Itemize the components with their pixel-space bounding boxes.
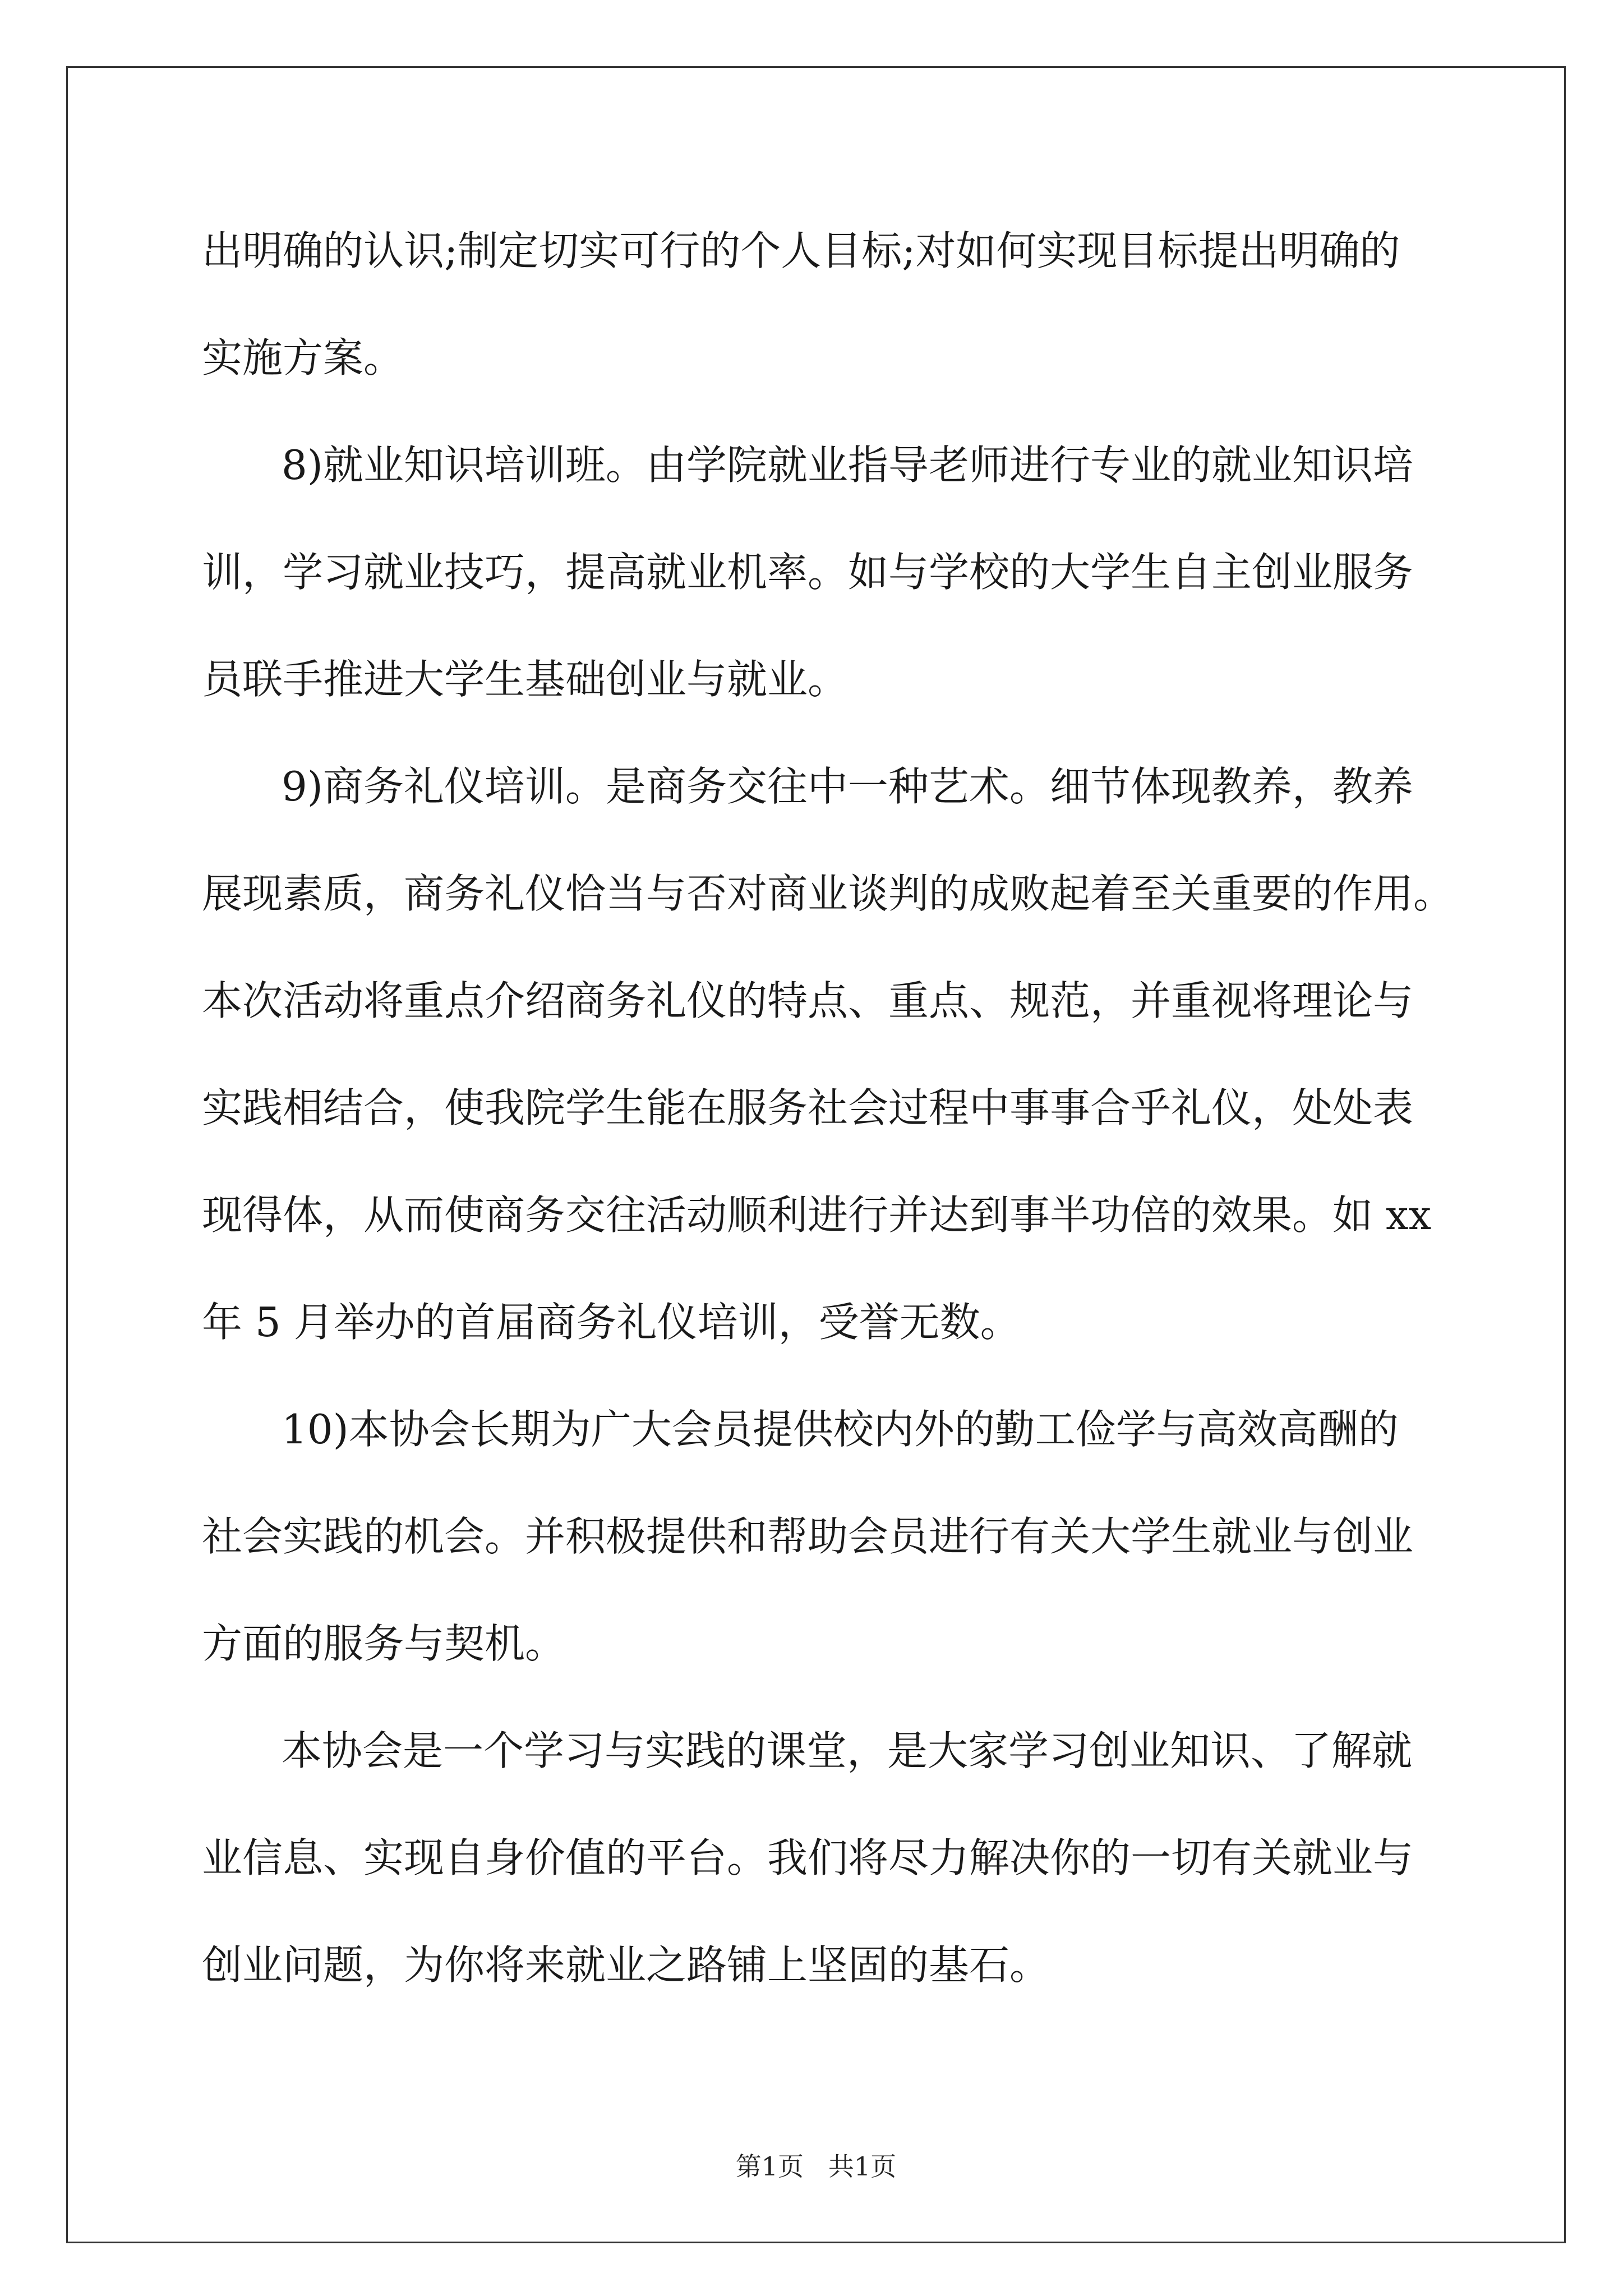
text-line: 出明确的认识;制定切实可行的个人目标;对如何实现目标提出明确的 <box>202 227 1400 274</box>
text-line: 员联手推进大学生基础创业与就业。 <box>202 656 849 703</box>
paragraph <box>202 733 1503 1376</box>
document-body <box>202 197 1503 2019</box>
paragraph <box>202 1697 1503 2019</box>
text-line: 实施方案。 <box>202 334 404 381</box>
paragraph <box>202 197 1503 412</box>
text-line: 10)本协会长期为广大会员提供校内外的勤工俭学与高效高酬的 <box>282 1406 1399 1453</box>
text-line: 实践相结合，使我院学生能在服务社会过程中事事合乎礼仪，处处表 <box>202 1084 1414 1131</box>
paragraph <box>202 412 1503 733</box>
page-number-footer: 第1页 共1页 <box>735 2151 897 2182</box>
text-line: 本协会是一个学习与实践的课堂，是大家学习创业知识、了解就 <box>282 1727 1413 1774</box>
text-line: 9)商务礼仪培训。是商务交往中一种艺术。细节体现教养，教养 <box>282 763 1413 810</box>
text-line: 展现素质，商务礼仪恰当与否对商业谈判的成败起着至关重要的作用。 <box>202 870 1454 917</box>
text-line: 创业问题，为你将来就业之路铺上坚固的基石。 <box>202 1941 1050 1989</box>
text-line: 训，学习就业技巧，提高就业机率。如与学校的大学生自主创业服务 <box>202 549 1414 596</box>
text-line: 8)就业知识培训班。由学院就业指导老师进行专业的就业知识培 <box>282 441 1413 489</box>
text-line: 方面的服务与契机。 <box>202 1620 566 1667</box>
text-line: 本次活动将重点介绍商务礼仪的特点、重点、规范，并重视将理论与 <box>202 977 1414 1024</box>
text-line: 社会实践的机会。并积极提供和帮助会员进行有关大学生就业与创业 <box>202 1513 1414 1560</box>
text-line: 年 5 月举办的首届商务礼仪培训，受誉无数。 <box>202 1299 1021 1346</box>
paragraph <box>202 1376 1503 1697</box>
text-line: 业信息、实现自身价值的平台。我们将尽力解决你的一切有关就业与 <box>202 1834 1414 1881</box>
text-line: 现得体，从而使商务交往活动顺利进行并达到事半功倍的效果。如 xx <box>202 1191 1432 1239</box>
